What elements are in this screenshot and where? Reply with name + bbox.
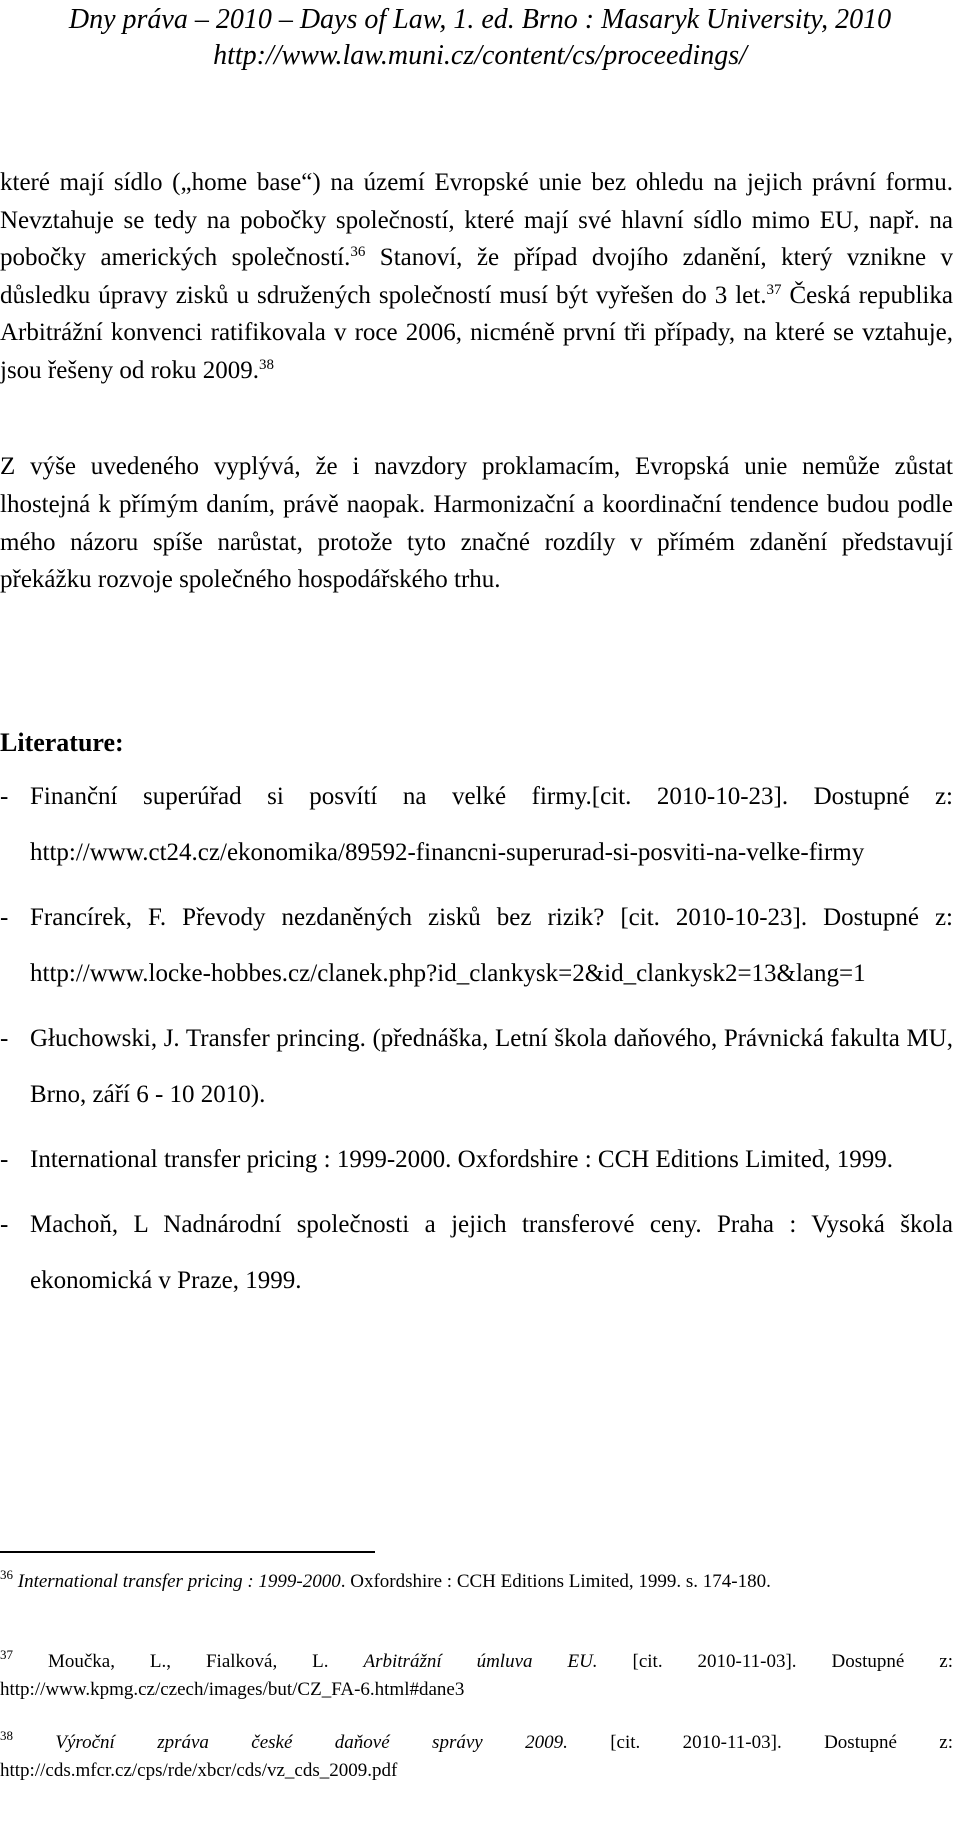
list-dash: - (0, 904, 9, 931)
list-dash: - (0, 783, 9, 810)
footnote-title: Arbitrážní úmluva EU. (363, 1651, 598, 1672)
body-paragraph-1 (0, 164, 953, 390)
literature-item (0, 1011, 953, 1123)
footnote-ref-36[interactable]: 36 (350, 244, 366, 261)
header-citation: Dny práva – 2010 – Days of Law, 1. ed. Brno : Masaryk University, 2010 (68, 4, 892, 35)
footnote-authors: Moučka, L., Fialková, L. (13, 1651, 364, 1672)
literature-item (0, 1197, 953, 1309)
footnote-ref-37[interactable]: 37 (766, 281, 782, 298)
list-dash: - (0, 1211, 9, 1238)
literature-item (0, 769, 953, 881)
literature-item (0, 1132, 953, 1188)
header-url[interactable]: http://www.law.muni.cz/content/cs/proceedings/ (213, 40, 747, 71)
footnote-number: 37 (0, 1647, 13, 1662)
footnote-text: [cit. 2010-11-03]. Dostupné z: http://cds.mfcr.cz/cps/rde/xbcr/cds/vz_cds_2009.pdf (0, 1732, 953, 1781)
list-dash: - (0, 1146, 9, 1173)
footnote-number: 36 (0, 1567, 13, 1582)
list-dash: - (0, 1025, 9, 1052)
footnote-title: International transfer pricing : 1999-2000 (17, 1571, 341, 1592)
body-paragraph-2: Z výše uvedeného vyplývá, že i navzdory proklamacím, Evropská unie nemůže zůstat lhostejná k přímým daním, právě naopak. Harmonizační a koordinační tendence budou podle mého názoru spíše narůstat, protože tyto značné rozdíly v přímém zdanění představují překážku rozvoje společného hospodářského trhu. (0, 453, 953, 594)
footnote-38 (0, 1729, 953, 1785)
literature-item-text: Francírek, F. Převody nezdaněných zisků bez rizik? [cit. 2010-10-23]. Dostupné z: http://www.locke-hobbes.cz/clanek.php?id_clankysk=2&id_clankysk2=13&lang=1 (30, 904, 953, 987)
literature-item-text: Głuchowski, J. Transfer princing. (přednáška, Letní škola daňového, Právnická fakulta MU, Brno, září 6 - 10 2010). (30, 1025, 953, 1108)
footnote-title: Výroční zpráva české daňové správy 2009. (13, 1732, 568, 1753)
footnote-number: 38 (0, 1728, 13, 1743)
p1-sentence-1: které mají sídlo („home base“) na území Evropské unie bez ohledu na jejich právní formu. Nevztahuje se tedy na pobočky společností, které mají své hlavní sídlo mimo EU, např. na pobočky amerických společností. (0, 169, 953, 272)
footnote-text: [cit. 2010-11-03]. Dostupné z: http://www.kpmg.cz/czech/images/but/CZ_FA-6.html#dane3 (0, 1651, 953, 1700)
literature-item-text: Machoň, L Nadnárodní společnosti a jejich transferové ceny. Praha : Vysoká škola ekonomická v Praze, 1999. (30, 1211, 953, 1294)
literature-list (0, 769, 953, 1318)
footnote-36 (0, 1568, 953, 1596)
literature-heading: Literature: (0, 728, 124, 757)
footnote-ref-38[interactable]: 38 (259, 356, 274, 373)
page-header (0, 2, 960, 74)
literature-item (0, 890, 953, 1002)
footnote-separator (0, 1551, 375, 1553)
footnote-37 (0, 1648, 953, 1704)
p1-sentence-3: Česká republika Arbitrážní konvenci ratifikovala v roce 2006, nicméně první tři případy, na které se vztahuje, jsou řešeny od roku 2009. (0, 281, 953, 384)
literature-item-text: Finanční superúřad si posvítí na velké firmy.[cit. 2010-10-23]. Dostupné z: http://www.ct24.cz/ekonomika/89592-financni-superurad-si-posviti-na-velke-firmy (30, 783, 953, 866)
p1-sentence-2: Stanoví, že případ dvojího zdanění, který vznikne v důsledku úpravy zisků u sdružených společností musí být vyřešen do 3 let. (0, 244, 954, 309)
literature-item-text: International transfer pricing : 1999-2000. Oxfordshire : CCH Editions Limited, 1999. (30, 1146, 894, 1173)
footnote-text: . Oxfordshire : CCH Editions Limited, 1999. s. 174-180. (340, 1571, 771, 1592)
